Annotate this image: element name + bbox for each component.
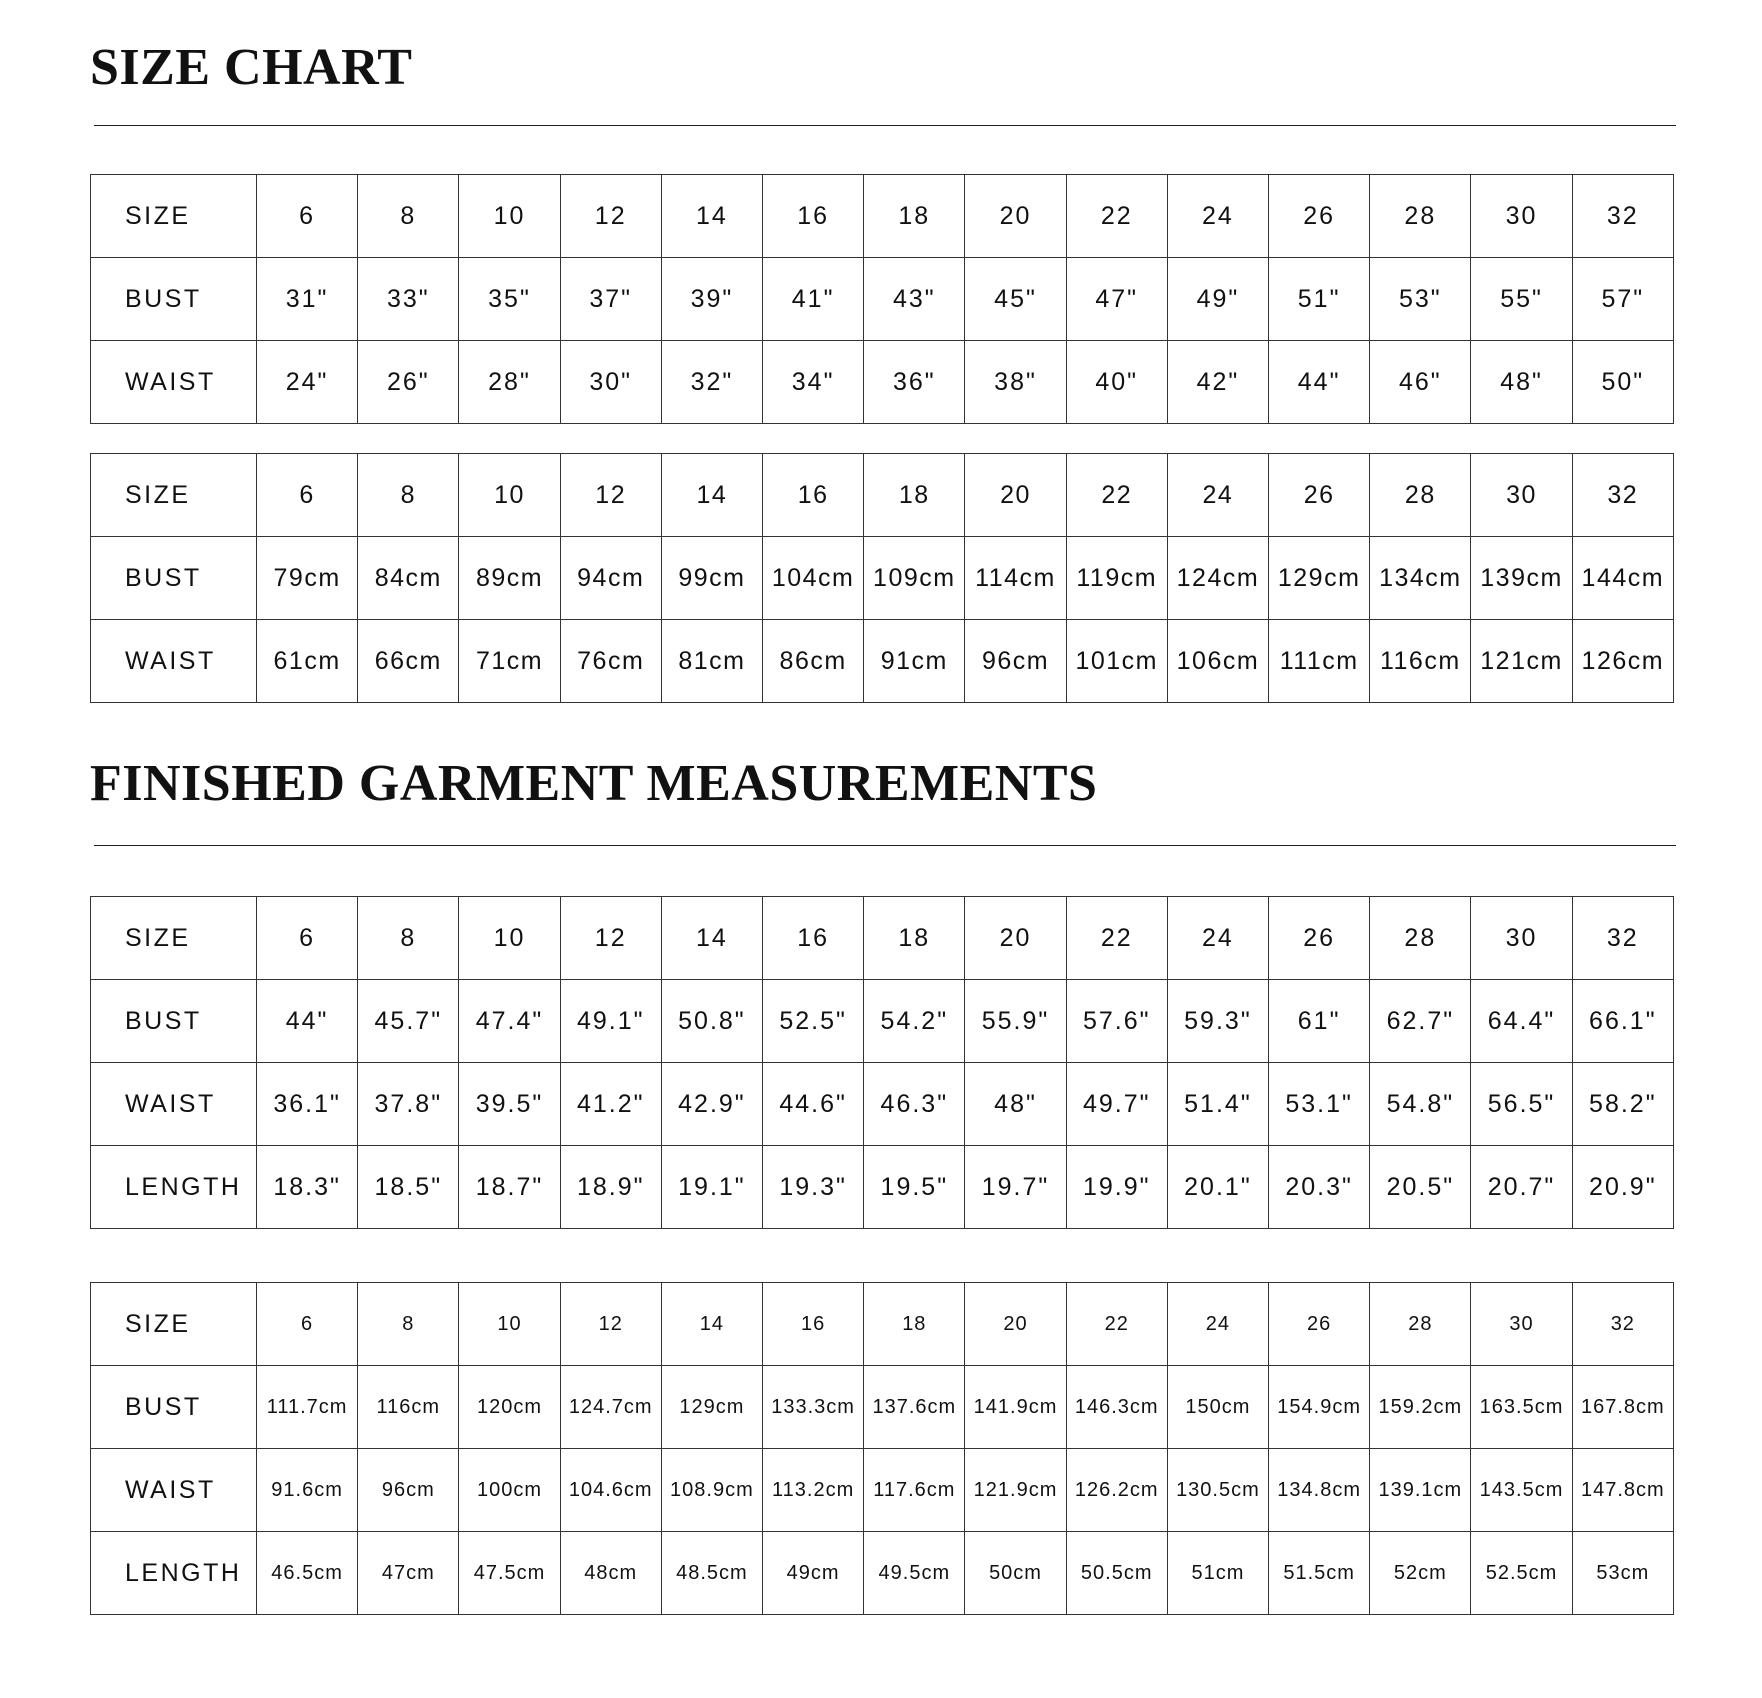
size-header-cell: 18 xyxy=(864,454,965,537)
size-header-cell: 24 xyxy=(1167,897,1268,980)
measurement-cell: 53cm xyxy=(1572,1532,1673,1615)
row-label: LENGTH xyxy=(91,1146,257,1229)
size-header-cell: 18 xyxy=(864,1283,965,1366)
measurement-cell: 59.3" xyxy=(1167,980,1268,1063)
measurement-cell: 141.9cm xyxy=(965,1366,1066,1449)
measurement-cell: 126cm xyxy=(1572,620,1673,703)
size-header-cell: 8 xyxy=(358,897,459,980)
size-header-cell: 20 xyxy=(965,175,1066,258)
size-header-cell: 16 xyxy=(763,175,864,258)
measurement-cell: 20.7" xyxy=(1471,1146,1572,1229)
table-row xyxy=(91,980,1674,1063)
measurement-cell: 57" xyxy=(1572,258,1673,341)
table-row xyxy=(91,341,1674,424)
measurement-cell: 96cm xyxy=(358,1449,459,1532)
row-label: SIZE xyxy=(91,1283,257,1366)
measurement-cell: 33" xyxy=(358,258,459,341)
measurement-cell: 47.4" xyxy=(459,980,560,1063)
measurement-cell: 52.5cm xyxy=(1471,1532,1572,1615)
measurement-cell: 48.5cm xyxy=(661,1532,762,1615)
measurement-cell: 50cm xyxy=(965,1532,1066,1615)
measurement-cell: 129cm xyxy=(661,1366,762,1449)
size-header-cell: 14 xyxy=(661,897,762,980)
measurement-cell: 121.9cm xyxy=(965,1449,1066,1532)
table-row xyxy=(91,1532,1674,1615)
table-row xyxy=(91,1366,1674,1449)
size-header-cell: 10 xyxy=(459,175,560,258)
size-header-cell: 24 xyxy=(1167,175,1268,258)
measurement-cell: 31" xyxy=(257,258,358,341)
measurement-cell: 124cm xyxy=(1167,537,1268,620)
measurement-cell: 147.8cm xyxy=(1572,1449,1673,1532)
measurement-cell: 100cm xyxy=(459,1449,560,1532)
size-header-cell: 22 xyxy=(1066,1283,1167,1366)
size-header-cell: 18 xyxy=(864,897,965,980)
measurement-cell: 49.1" xyxy=(560,980,661,1063)
size-header-cell: 32 xyxy=(1572,897,1673,980)
measurement-cell: 48cm xyxy=(560,1532,661,1615)
measurement-cell: 139cm xyxy=(1471,537,1572,620)
measurement-cell: 154.9cm xyxy=(1269,1366,1370,1449)
measurement-cell: 81cm xyxy=(661,620,762,703)
measurement-cell: 37" xyxy=(560,258,661,341)
size-header-cell: 10 xyxy=(459,454,560,537)
row-label: BUST xyxy=(91,980,257,1063)
measurement-cell: 53" xyxy=(1370,258,1471,341)
measurement-cell: 39" xyxy=(661,258,762,341)
measurement-cell: 44" xyxy=(257,980,358,1063)
size-header-cell: 22 xyxy=(1066,175,1167,258)
measurement-cell: 19.5" xyxy=(864,1146,965,1229)
measurement-cell: 50.8" xyxy=(661,980,762,1063)
size-header-cell: 30 xyxy=(1471,454,1572,537)
measurement-cell: 47.5cm xyxy=(459,1532,560,1615)
measurement-cell: 28" xyxy=(459,341,560,424)
size-header-cell: 26 xyxy=(1269,897,1370,980)
size-header-cell: 22 xyxy=(1066,897,1167,980)
measurement-cell: 51.5cm xyxy=(1269,1532,1370,1615)
size-header-cell: 14 xyxy=(661,175,762,258)
measurement-cell: 41.2" xyxy=(560,1063,661,1146)
size-chart-cm-table xyxy=(90,453,1674,703)
measurement-cell: 38" xyxy=(965,341,1066,424)
measurement-cell: 104cm xyxy=(763,537,864,620)
measurement-cell: 18.9" xyxy=(560,1146,661,1229)
measurement-cell: 52cm xyxy=(1370,1532,1471,1615)
measurement-cell: 163.5cm xyxy=(1471,1366,1572,1449)
row-label: SIZE xyxy=(91,454,257,537)
measurement-cell: 96cm xyxy=(965,620,1066,703)
size-header-cell: 8 xyxy=(358,1283,459,1366)
size-header-cell: 16 xyxy=(763,1283,864,1366)
measurement-cell: 124.7cm xyxy=(560,1366,661,1449)
measurement-cell: 116cm xyxy=(1370,620,1471,703)
measurement-cell: 146.3cm xyxy=(1066,1366,1167,1449)
size-header-cell: 12 xyxy=(560,175,661,258)
measurement-cell: 20.5" xyxy=(1370,1146,1471,1229)
size-header-cell: 12 xyxy=(560,1283,661,1366)
size-header-cell: 30 xyxy=(1471,897,1572,980)
measurement-cell: 56.5" xyxy=(1471,1063,1572,1146)
measurement-cell: 121cm xyxy=(1471,620,1572,703)
size-header-cell: 20 xyxy=(965,897,1066,980)
measurement-cell: 129cm xyxy=(1269,537,1370,620)
measurement-cell: 144cm xyxy=(1572,537,1673,620)
finished-garment-inches-table xyxy=(90,896,1674,1229)
measurement-cell: 114cm xyxy=(965,537,1066,620)
size-header-cell: 16 xyxy=(763,454,864,537)
measurement-cell: 19.7" xyxy=(965,1146,1066,1229)
size-header-cell: 24 xyxy=(1167,454,1268,537)
measurement-cell: 51.4" xyxy=(1167,1063,1268,1146)
measurement-cell: 54.8" xyxy=(1370,1063,1471,1146)
measurement-cell: 91.6cm xyxy=(257,1449,358,1532)
size-header-cell: 6 xyxy=(257,454,358,537)
size-header-cell: 30 xyxy=(1471,1283,1572,1366)
measurement-cell: 53.1" xyxy=(1269,1063,1370,1146)
measurement-cell: 43" xyxy=(864,258,965,341)
measurement-cell: 52.5" xyxy=(763,980,864,1063)
measurement-cell: 71cm xyxy=(459,620,560,703)
measurement-cell: 111cm xyxy=(1269,620,1370,703)
measurement-cell: 49.5cm xyxy=(864,1532,965,1615)
measurement-cell: 55" xyxy=(1471,258,1572,341)
size-header-cell: 16 xyxy=(763,897,864,980)
measurement-cell: 101cm xyxy=(1066,620,1167,703)
measurement-cell: 113.2cm xyxy=(763,1449,864,1532)
measurement-cell: 94cm xyxy=(560,537,661,620)
size-header-cell: 26 xyxy=(1269,175,1370,258)
measurement-cell: 54.2" xyxy=(864,980,965,1063)
size-header-cell: 22 xyxy=(1066,454,1167,537)
size-header-cell: 32 xyxy=(1572,1283,1673,1366)
measurement-cell: 34" xyxy=(763,341,864,424)
measurement-cell: 134cm xyxy=(1370,537,1471,620)
table-row xyxy=(91,897,1674,980)
measurement-cell: 120cm xyxy=(459,1366,560,1449)
row-label: BUST xyxy=(91,258,257,341)
measurement-cell: 159.2cm xyxy=(1370,1366,1471,1449)
measurement-cell: 36.1" xyxy=(257,1063,358,1146)
measurement-cell: 66.1" xyxy=(1572,980,1673,1063)
measurement-cell: 66cm xyxy=(358,620,459,703)
size-header-cell: 26 xyxy=(1269,454,1370,537)
measurement-cell: 126.2cm xyxy=(1066,1449,1167,1532)
measurement-cell: 26" xyxy=(358,341,459,424)
size-header-cell: 14 xyxy=(661,1283,762,1366)
measurement-cell: 39.5" xyxy=(459,1063,560,1146)
measurement-cell: 58.2" xyxy=(1572,1063,1673,1146)
measurement-cell: 46.3" xyxy=(864,1063,965,1146)
size-header-cell: 30 xyxy=(1471,175,1572,258)
row-label: BUST xyxy=(91,1366,257,1449)
table-row xyxy=(91,620,1674,703)
size-header-cell: 10 xyxy=(459,1283,560,1366)
measurement-cell: 47cm xyxy=(358,1532,459,1615)
measurement-cell: 61" xyxy=(1269,980,1370,1063)
measurement-cell: 46.5cm xyxy=(257,1532,358,1615)
size-header-cell: 28 xyxy=(1370,175,1471,258)
measurement-cell: 42" xyxy=(1167,341,1268,424)
size-chart-title: SIZE CHART xyxy=(90,39,413,96)
row-label: WAIST xyxy=(91,620,257,703)
measurement-cell: 133.3cm xyxy=(763,1366,864,1449)
row-label: BUST xyxy=(91,537,257,620)
measurement-cell: 24" xyxy=(257,341,358,424)
size-header-cell: 18 xyxy=(864,175,965,258)
measurement-cell: 116cm xyxy=(358,1366,459,1449)
measurement-cell: 49" xyxy=(1167,258,1268,341)
measurement-cell: 20.3" xyxy=(1269,1146,1370,1229)
measurement-cell: 32" xyxy=(661,341,762,424)
table-row xyxy=(91,175,1674,258)
measurement-cell: 48" xyxy=(1471,341,1572,424)
measurement-cell: 18.3" xyxy=(257,1146,358,1229)
row-label: WAIST xyxy=(91,1449,257,1532)
measurement-cell: 104.6cm xyxy=(560,1449,661,1532)
measurement-cell: 57.6" xyxy=(1066,980,1167,1063)
measurement-cell: 64.4" xyxy=(1471,980,1572,1063)
measurement-cell: 106cm xyxy=(1167,620,1268,703)
measurement-cell: 45" xyxy=(965,258,1066,341)
measurement-cell: 108.9cm xyxy=(661,1449,762,1532)
measurement-cell: 150cm xyxy=(1167,1366,1268,1449)
measurement-cell: 37.8" xyxy=(358,1063,459,1146)
size-header-cell: 20 xyxy=(965,1283,1066,1366)
measurement-cell: 30" xyxy=(560,341,661,424)
measurement-cell: 89cm xyxy=(459,537,560,620)
measurement-cell: 49cm xyxy=(763,1532,864,1615)
table-row xyxy=(91,1063,1674,1146)
size-header-cell: 8 xyxy=(358,454,459,537)
measurement-cell: 55.9" xyxy=(965,980,1066,1063)
size-header-cell: 28 xyxy=(1370,454,1471,537)
size-header-cell: 6 xyxy=(257,175,358,258)
measurement-cell: 119cm xyxy=(1066,537,1167,620)
size-header-cell: 12 xyxy=(560,897,661,980)
measurement-cell: 62.7" xyxy=(1370,980,1471,1063)
size-header-cell: 6 xyxy=(257,897,358,980)
measurement-cell: 50" xyxy=(1572,341,1673,424)
measurement-cell: 35" xyxy=(459,258,560,341)
table-row xyxy=(91,1449,1674,1532)
finished-garment-divider xyxy=(94,845,1676,846)
size-header-cell: 12 xyxy=(560,454,661,537)
table-row xyxy=(91,1146,1674,1229)
measurement-cell: 48" xyxy=(965,1063,1066,1146)
measurement-cell: 139.1cm xyxy=(1370,1449,1471,1532)
measurement-cell: 40" xyxy=(1066,341,1167,424)
measurement-cell: 47" xyxy=(1066,258,1167,341)
row-label: SIZE xyxy=(91,175,257,258)
measurement-cell: 167.8cm xyxy=(1572,1366,1673,1449)
measurement-cell: 19.3" xyxy=(763,1146,864,1229)
size-header-cell: 32 xyxy=(1572,454,1673,537)
size-header-cell: 14 xyxy=(661,454,762,537)
measurement-cell: 143.5cm xyxy=(1471,1449,1572,1532)
measurement-cell: 86cm xyxy=(763,620,864,703)
measurement-cell: 134.8cm xyxy=(1269,1449,1370,1532)
table-row xyxy=(91,1283,1674,1366)
measurement-cell: 19.1" xyxy=(661,1146,762,1229)
size-header-cell: 24 xyxy=(1167,1283,1268,1366)
measurement-cell: 44" xyxy=(1269,341,1370,424)
size-header-cell: 6 xyxy=(257,1283,358,1366)
row-label: SIZE xyxy=(91,897,257,980)
row-label: WAIST xyxy=(91,1063,257,1146)
measurement-cell: 117.6cm xyxy=(864,1449,965,1532)
measurement-cell: 111.7cm xyxy=(257,1366,358,1449)
measurement-cell: 99cm xyxy=(661,537,762,620)
measurement-cell: 84cm xyxy=(358,537,459,620)
finished-garment-title: FINISHED GARMENT MEASUREMENTS xyxy=(90,755,1098,812)
size-header-cell: 28 xyxy=(1370,897,1471,980)
measurement-cell: 109cm xyxy=(864,537,965,620)
size-header-cell: 8 xyxy=(358,175,459,258)
measurement-cell: 42.9" xyxy=(661,1063,762,1146)
measurement-cell: 36" xyxy=(864,341,965,424)
measurement-cell: 76cm xyxy=(560,620,661,703)
measurement-cell: 51" xyxy=(1269,258,1370,341)
size-header-cell: 26 xyxy=(1269,1283,1370,1366)
table-row xyxy=(91,454,1674,537)
size-header-cell: 10 xyxy=(459,897,560,980)
measurement-cell: 79cm xyxy=(257,537,358,620)
measurement-cell: 46" xyxy=(1370,341,1471,424)
measurement-cell: 137.6cm xyxy=(864,1366,965,1449)
measurement-cell: 51cm xyxy=(1167,1532,1268,1615)
size-chart-inches-table xyxy=(90,174,1674,424)
row-label: WAIST xyxy=(91,341,257,424)
table-row xyxy=(91,537,1674,620)
measurement-cell: 19.9" xyxy=(1066,1146,1167,1229)
size-header-cell: 28 xyxy=(1370,1283,1471,1366)
finished-garment-cm-table xyxy=(90,1282,1674,1615)
measurement-cell: 18.7" xyxy=(459,1146,560,1229)
measurement-cell: 49.7" xyxy=(1066,1063,1167,1146)
measurement-cell: 50.5cm xyxy=(1066,1532,1167,1615)
size-header-cell: 20 xyxy=(965,454,1066,537)
measurement-cell: 18.5" xyxy=(358,1146,459,1229)
measurement-cell: 44.6" xyxy=(763,1063,864,1146)
size-chart-divider xyxy=(94,125,1676,126)
row-label: LENGTH xyxy=(91,1532,257,1615)
measurement-cell: 20.9" xyxy=(1572,1146,1673,1229)
measurement-cell: 91cm xyxy=(864,620,965,703)
measurement-cell: 61cm xyxy=(257,620,358,703)
size-header-cell: 32 xyxy=(1572,175,1673,258)
table-row xyxy=(91,258,1674,341)
measurement-cell: 130.5cm xyxy=(1167,1449,1268,1532)
measurement-cell: 20.1" xyxy=(1167,1146,1268,1229)
measurement-cell: 41" xyxy=(763,258,864,341)
measurement-cell: 45.7" xyxy=(358,980,459,1063)
